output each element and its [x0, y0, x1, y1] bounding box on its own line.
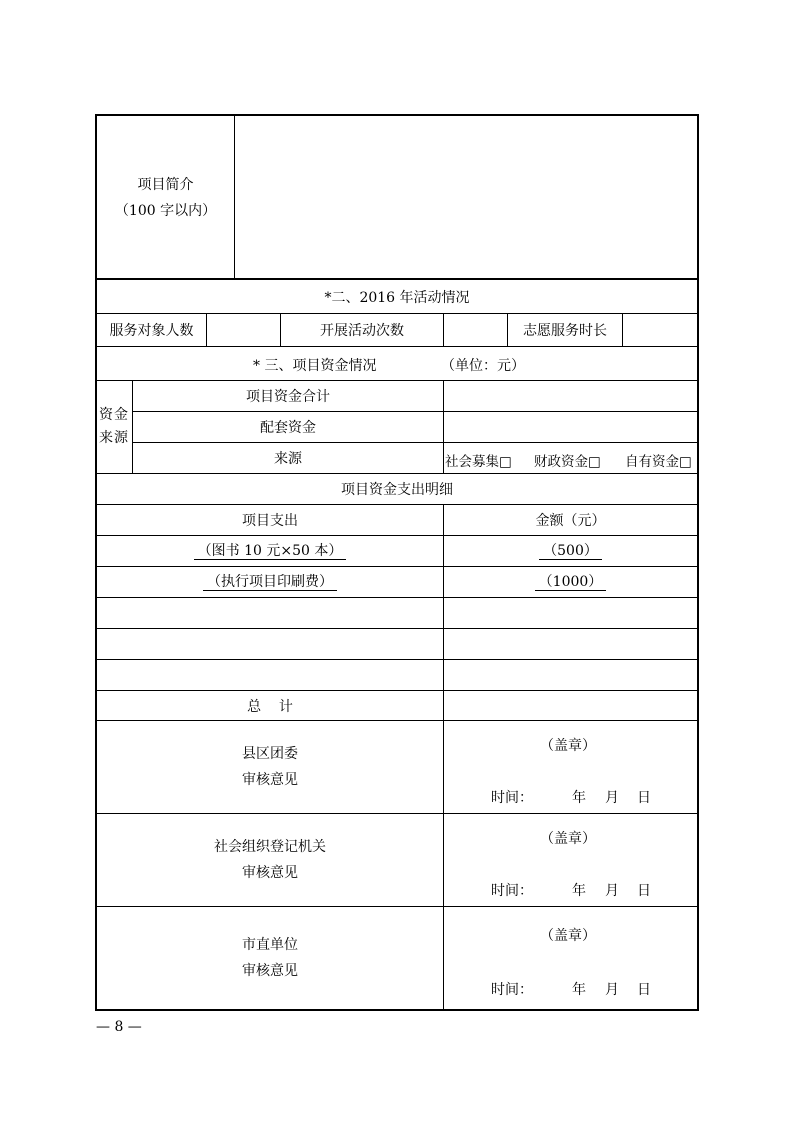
- volunteer-hours-input[interactable]: [623, 314, 697, 346]
- expense-row-4-item[interactable]: [97, 629, 443, 659]
- source-option-social[interactable]: 社会募集□: [445, 454, 512, 470]
- expense-sum-label: 总 计: [247, 699, 293, 715]
- expense-row-3-item[interactable]: [97, 598, 443, 628]
- approval-3-label: 市直单位 审核意见: [242, 937, 298, 979]
- intro-label-cell: [97, 170, 234, 226]
- expense-sum-input[interactable]: [444, 691, 697, 720]
- expense-row-4-amount[interactable]: [444, 629, 697, 659]
- expense-col-amount: 金额（元）: [535, 513, 606, 529]
- matching-funds-input[interactable]: [444, 412, 697, 442]
- rule: [234, 114, 235, 278]
- approval-1-opinion[interactable]: （盖章） 时间： 年 月 日: [444, 721, 697, 813]
- expense-row-2-item[interactable]: （执行项目印刷费）: [97, 567, 443, 597]
- expense-title: 项目资金支出明细: [341, 482, 453, 498]
- section3-title-row: [97, 347, 697, 380]
- approval-1-time: 时间：: [491, 790, 533, 806]
- expense-row-3-amount[interactable]: [444, 598, 697, 628]
- service-targets-input[interactable]: [207, 314, 280, 346]
- expense-row-2-amount[interactable]: （1000）: [444, 567, 697, 597]
- funding-group-label: 资金来源: [99, 407, 129, 446]
- expense-row-1-amount[interactable]: （500）: [444, 536, 697, 566]
- intro-input-area[interactable]: [236, 116, 697, 278]
- section3-title: * 三、项目资金情况: [253, 358, 377, 374]
- activity-count-input[interactable]: [444, 314, 507, 346]
- approval-3-time: 时间：: [491, 982, 533, 998]
- approval-2-opinion[interactable]: （盖章） 时间： 年 月 日: [444, 814, 697, 906]
- source-option-fiscal[interactable]: 财政资金□: [534, 454, 601, 470]
- intro-sublabel: （100 字以内）: [114, 203, 217, 219]
- source-options: [445, 443, 697, 473]
- approval-2-seal: （盖章）: [540, 831, 596, 847]
- section2-title: *二、2016 年活动情况: [324, 289, 470, 306]
- service-targets-label: 服务对象人数: [109, 323, 194, 339]
- expense-row-5-amount[interactable]: [444, 660, 697, 690]
- source-option-own[interactable]: 自有资金□: [625, 454, 692, 470]
- volunteer-hours-label: 志愿服务时长: [523, 323, 607, 339]
- total-funds-label: 项目资金合计: [246, 389, 330, 405]
- approval-2-time: 时间：: [491, 883, 533, 899]
- activity-count-label: 开展活动次数: [320, 323, 404, 339]
- expense-row-5-item[interactable]: [97, 660, 443, 690]
- source-label: 来源: [274, 451, 302, 467]
- matching-funds-label: 配套资金: [260, 420, 316, 436]
- approval-3-seal: （盖章）: [540, 928, 596, 944]
- section3-unit: （单位：元）: [441, 358, 525, 374]
- approval-1-label: 县区团委 审核意见: [242, 746, 298, 788]
- page-number: — 8 —: [96, 1019, 142, 1035]
- approval-2-label: 社会组织登记机关 审核意见: [214, 839, 326, 881]
- expense-col-item: 项目支出: [242, 513, 298, 529]
- expense-row-1-item[interactable]: （图书 10 元×50 本）: [97, 536, 443, 566]
- approval-3-opinion[interactable]: （盖章） 时间： 年 月 日: [444, 907, 697, 1009]
- intro-label: 项目简介: [137, 177, 194, 193]
- approval-1-seal: （盖章）: [540, 738, 596, 754]
- total-funds-input[interactable]: [444, 381, 697, 411]
